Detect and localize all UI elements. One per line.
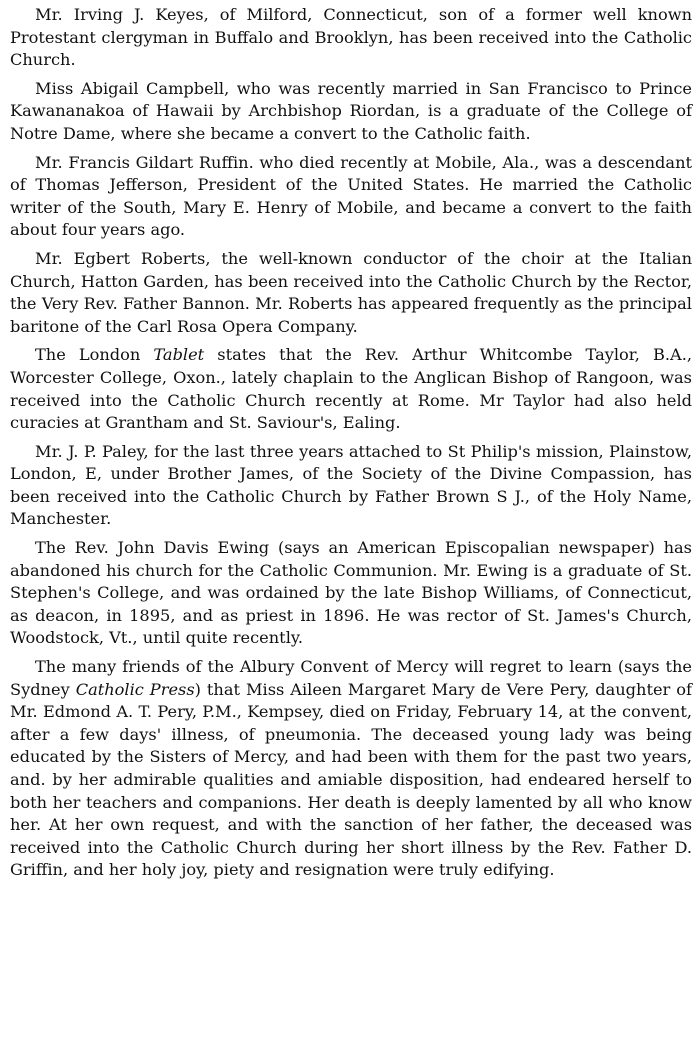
paragraph-pery (10, 656, 692, 882)
paragraph-keyes (10, 4, 692, 72)
paragraph-text: states that the Rev. Arthur Whitcombe Taylor, B.A., Worcester College, Oxon., lately chaplain to the Anglican Bishop of Rangoon, was received into the Catholic Church recently at Rome. Mr Taylor had also held curacies at Grantham and St. Saviour's, Ealing. (10, 345, 692, 433)
publication-title: Catholic Press (75, 679, 195, 699)
paragraph-taylor (10, 344, 692, 434)
paragraph-text: Miss Abigail Campbell, who was recently married in San Francisco to Prince Kawananakoa of Hawaii by Archbishop Riordan, is a graduate of the College of Notre Dame, where she became a convert to the Catholic faith. (10, 78, 692, 143)
paragraph-text: ) that Miss Aileen Margaret Mary de Vere Pery, daughter of Mr. Edmond A. T. Pery, P.M., Kempsey, died on Friday, February 14, at the convent, after a few days' illness, of pneumonia. The deceased young lady was being educated by the Sisters of Mercy, and had been with them for the past two years, and. by her admirable qualities and amiable disposition, had endeared herself to both her teachers and companions. Her death is deeply lamented by all who know her. At her own request, and with the sanction of her father, the deceased was received into the Catholic Church during her short illness by the Rev. Father D. Griffin, and her holy joy, piety and resignation were truly edifying. (10, 679, 692, 880)
paragraph-ruffin (10, 152, 692, 242)
publication-title: Tablet (153, 345, 205, 365)
paragraph-text: Mr. J. P. Paley, for the last three years attached to St Philip's mission, Plainstow, London, E, under Brother James, of the Society of the Divine Compassion, has been received into the Catholic Church by Father Brown S J., of the Holy Name, Manchester. (10, 441, 692, 529)
paragraph-ewing (10, 537, 692, 650)
paragraph-text: The Rev. John Davis Ewing (says an American Episcopalian newspaper) has abandoned his church for the Catholic Communion. Mr. Ewing is a graduate of St. Stephen's College, and was ordained by the late Bishop Williams, of Connecticut, as deacon, in 1895, and as priest in 1896. He was rector of St. James's Church, Woodstock, Vt., until quite recently. (10, 538, 692, 648)
news-column (10, 4, 692, 888)
paragraph-text: Mr. Egbert Roberts, the well-known conductor of the choir at the Italian Church, Hatton Garden, has been received into the Catholic Church by the Rector, the Very Rev. Father Bannon. Mr. Roberts has appeared frequently as the principal baritone of the Carl Rosa Opera Company. (10, 248, 692, 336)
paragraph-campbell (10, 78, 692, 146)
paragraph-text: Mr. Francis Gildart Ruffin. who died recently at Mobile, Ala., was a descendant of Thomas Jefferson, President of the United States. He married the Catholic writer of the South, Mary E. Henry of Mobile, and became a convert to the faith about four years ago. (10, 152, 692, 240)
paragraph-roberts (10, 248, 692, 338)
paragraph-paley (10, 441, 692, 531)
paragraph-text: Mr. Irving J. Keyes, of Milford, Connecticut, son of a former well known Protestant clergyman in Buffalo and Brooklyn, has been received into the Catholic Church. (10, 5, 692, 70)
paragraph-text: The many friends of the Albury Convent of Mercy will regret to learn (says the Sydney (10, 657, 692, 699)
paragraph-text: The London (35, 345, 154, 365)
